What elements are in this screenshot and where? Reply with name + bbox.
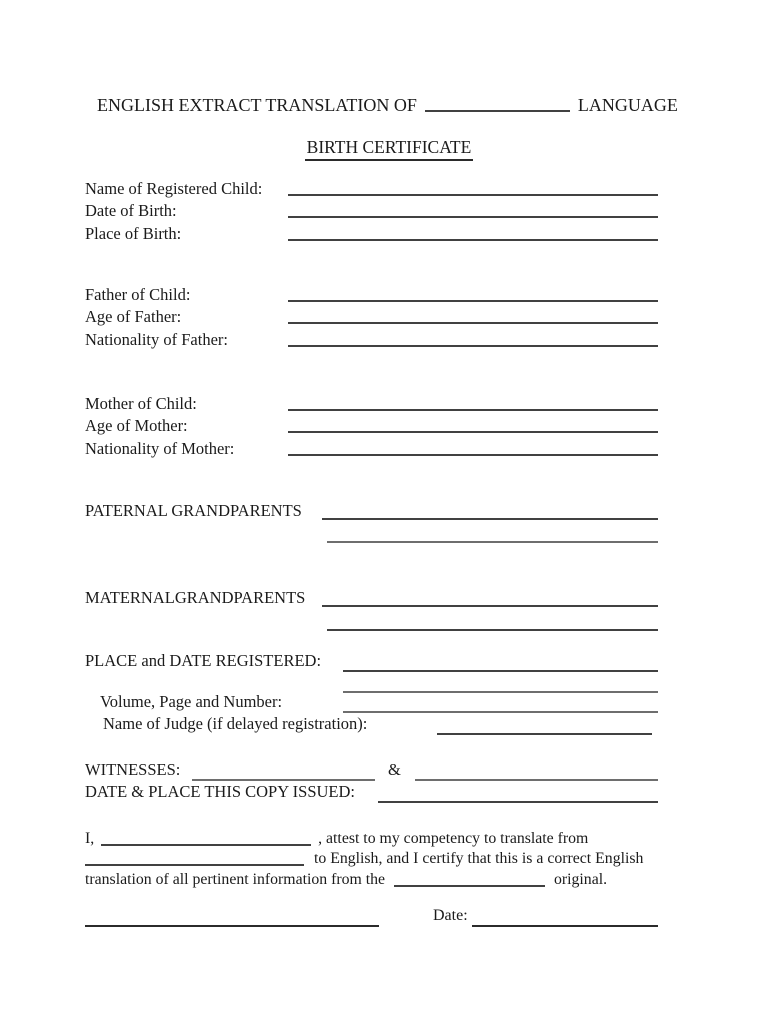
mother-nationality-blank[interactable] (288, 454, 658, 456)
form-title-suffix: LANGUAGE (577, 95, 678, 115)
child-pob-label: Place of Birth: (85, 223, 182, 243)
date-label: Date: (433, 907, 468, 924)
maternal-grandparents-section (85, 587, 658, 633)
judge-name-label: Name of Judge (if delayed registration): (103, 714, 368, 733)
witnesses-label: WITNESSES: (85, 760, 181, 779)
father-nationality-blank[interactable] (288, 345, 658, 347)
translator-name-blank[interactable] (101, 843, 311, 846)
father-name-blank[interactable] (288, 300, 658, 302)
mother-fields-group (85, 391, 658, 459)
form-field-row (85, 391, 658, 414)
child-pob-blank[interactable] (288, 239, 658, 241)
attestation-line3-suffix: original. (553, 870, 608, 888)
form-field-row (85, 327, 658, 350)
witness-2-blank[interactable] (415, 779, 658, 781)
witnesses-conjunction: & (388, 760, 401, 779)
signature-row (85, 906, 658, 928)
maternal-grandparents-label: MATERNALGRANDPARENTS (85, 588, 306, 607)
child-fields-group (85, 176, 658, 244)
form-field-row (85, 221, 658, 244)
place-date-registered-continuation-row (85, 672, 658, 693)
attestation-paragraph (85, 829, 685, 890)
form-field-row (85, 282, 658, 305)
father-nationality-label: Nationality of Father: (85, 329, 228, 349)
attestation-line2-suffix: to English, and I certify that this is a correct English (313, 850, 644, 868)
signature-blank[interactable] (85, 925, 379, 927)
judge-name-blank[interactable] (437, 733, 652, 735)
child-dob-label: Date of Birth: (85, 201, 177, 220)
maternal-grandparents-blank-2[interactable] (327, 629, 658, 631)
form-title-prefix: ENGLISH EXTRACT TRANSLATION OF (97, 95, 417, 115)
father-age-label: Age of Father: (85, 307, 182, 326)
mother-name-blank[interactable] (288, 409, 658, 411)
form-field-row (85, 414, 658, 437)
paternal-grandparents-label: PATERNAL GRANDPARENTS (85, 501, 302, 520)
form-field-row (85, 176, 658, 199)
registration-section (85, 651, 658, 741)
witnesses-section (85, 760, 658, 806)
paternal-grandparents-blank-2[interactable] (327, 541, 658, 543)
form-field-row (85, 436, 658, 459)
attestation-line-2 (85, 849, 685, 869)
judge-name-row (85, 714, 658, 735)
maternal-grandparents-blank[interactable] (322, 605, 658, 607)
mother-age-blank[interactable] (288, 431, 658, 433)
child-name-label: Name of Registered Child: (85, 178, 263, 198)
father-name-label: Father of Child: (85, 284, 191, 304)
witness-1-blank[interactable] (192, 779, 375, 781)
mother-nationality-label: Nationality of Mother: (85, 438, 235, 458)
place-date-registered-label: PLACE and DATE REGISTERED: (85, 651, 322, 670)
form-title-row (97, 95, 697, 115)
original-language-blank[interactable] (394, 884, 545, 887)
copy-issued-label: DATE & PLACE THIS COPY ISSUED: (85, 782, 355, 801)
paternal-grandparents-blank[interactable] (322, 518, 658, 520)
volume-page-number-label: Volume, Page and Number: (100, 692, 283, 711)
attestation-line-1 (85, 829, 685, 849)
volume-page-number-row (85, 692, 658, 713)
attestation-line3-prefix: translation of all pertinent information from the (85, 870, 386, 888)
place-date-registered-row (85, 651, 658, 672)
father-fields-group (85, 282, 658, 350)
attestation-line-3 (85, 870, 685, 890)
form-field-row (85, 199, 658, 222)
attestation-line1-suffix: , attest to my competency to translate from (318, 830, 589, 847)
mother-name-label: Mother of Child: (85, 393, 197, 413)
form-subtitle-row (0, 137, 770, 161)
copy-issued-blank[interactable] (378, 801, 658, 803)
child-dob-blank[interactable] (288, 216, 658, 218)
volume-page-number-blank[interactable] (343, 711, 658, 713)
father-age-blank[interactable] (288, 322, 658, 324)
child-name-blank[interactable] (288, 194, 658, 196)
source-language-blank[interactable] (85, 863, 304, 866)
form-field-row (85, 305, 658, 328)
mother-age-label: Age of Mother: (85, 416, 188, 435)
title-language-blank[interactable] (425, 110, 570, 112)
attestation-line1-prefix: I, (85, 830, 95, 847)
date-blank[interactable] (472, 925, 658, 927)
form-subtitle: BIRTH CERTIFICATE (305, 137, 474, 161)
paternal-grandparents-section (85, 500, 658, 546)
copy-issued-row (85, 782, 658, 804)
witnesses-row (85, 760, 658, 782)
